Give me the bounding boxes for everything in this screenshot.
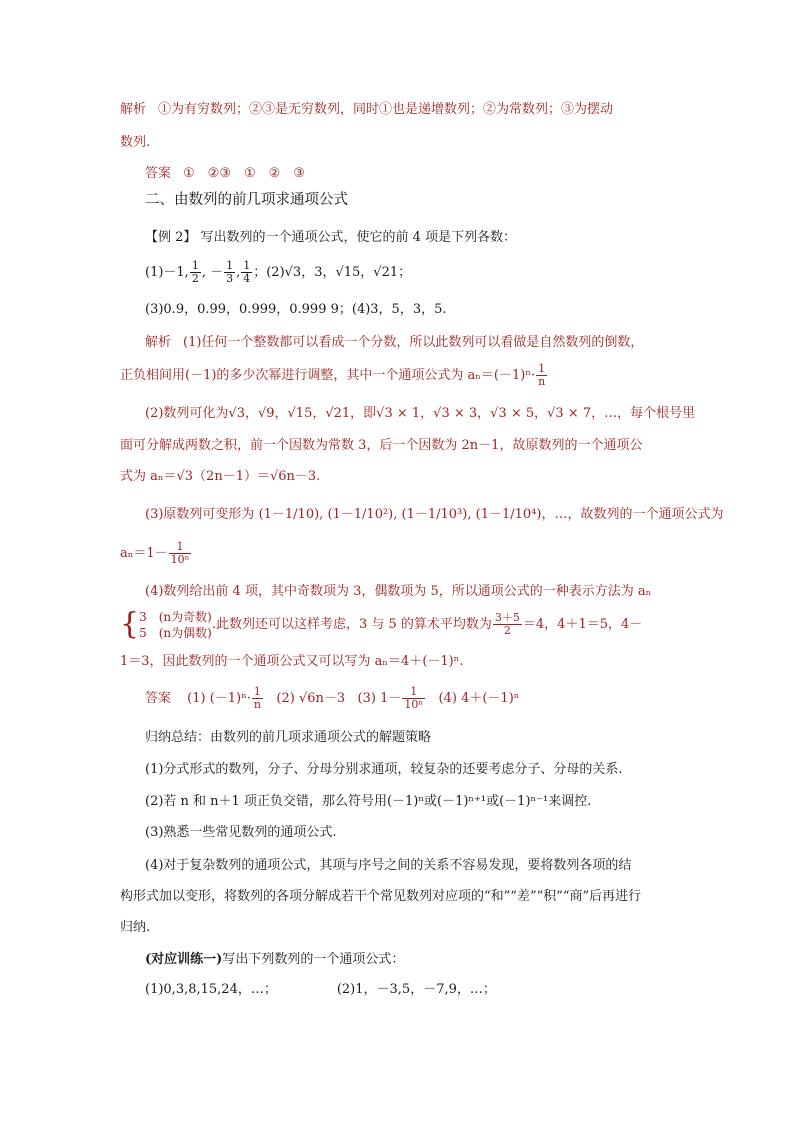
fraction: $\frac{1}{4}$ bbox=[243, 259, 251, 285]
seq1-sep: , － bbox=[201, 265, 224, 280]
answer-item: (1) (－1)ⁿ· bbox=[187, 691, 251, 706]
analysis-1-line1 bbox=[120, 100, 680, 120]
solution-2b: 面可分解成两数之积，前一个因数为常数 3，后一个因数为 2n－1，故原数列的一个通项公 bbox=[120, 438, 643, 453]
answer-label: 答案 bbox=[145, 166, 172, 181]
seq1-start: (1)－1, bbox=[145, 265, 189, 280]
answer-item: (4) 4＋(－1)ⁿ bbox=[438, 691, 520, 706]
solution-text: aₙ＝1－ bbox=[120, 546, 168, 561]
practice-label: (对应训练一) bbox=[145, 952, 223, 967]
solution-text: (3)原数列可变形为 bbox=[145, 507, 255, 522]
practice-questions bbox=[145, 980, 705, 1000]
brace: { bbox=[120, 606, 140, 642]
solution-4c: 1＝3，因此数列的一个通项公式又可以写为 aₙ＝4＋(－1)ⁿ. bbox=[120, 654, 464, 669]
summary-item-1: (1)分式形式的数列，分子、分母分别求通项，较复杂的还要考虑分子、分母的关系. bbox=[145, 762, 623, 777]
solution-2a: (2)数列可化为√3，√9，√15，√21，即√3 × 1，√3 × 3，√3 × 5，√3 × 7，…，每个根号里 bbox=[145, 406, 696, 421]
answer-1 bbox=[145, 164, 705, 184]
summary-item-4c: 归纳. bbox=[120, 920, 151, 935]
fraction: $\frac{1}{n}$ bbox=[538, 362, 546, 388]
example-label: 【例 2】 bbox=[145, 230, 197, 245]
solution-3b bbox=[120, 540, 680, 568]
summary-item-4b: 构形式加以变形，将数列的各项分解成若干个常见数列对应项的“和”“差”“积”“商”后再进行 bbox=[120, 889, 642, 904]
practice-text: 写出下列数列的一个通项公式： bbox=[222, 952, 405, 967]
fraction: $\frac{1}{2}$ bbox=[191, 259, 199, 285]
example-2-line2: (3)0.9，0.99，0.999，0.999 9；(4)3，5，3，5. bbox=[145, 302, 447, 317]
solution-4b bbox=[120, 608, 680, 642]
example-text: 写出数列的一个通项公式，使它的前 4 项是下列各数： bbox=[200, 230, 517, 245]
fraction: $\frac{1}{\text{10ⁿ}}$ bbox=[170, 540, 190, 566]
practice-q2: (2)1，－3,5，－7,9，…； bbox=[336, 982, 496, 997]
sequence-term: (1－1/10) bbox=[258, 507, 320, 522]
analysis-text-cont: 数列. bbox=[120, 135, 151, 150]
solution-2c: 式为 aₙ＝√3（2n－1）＝√6n－3. bbox=[120, 469, 321, 484]
sequence-term: (1－1/10⁴) bbox=[475, 507, 542, 522]
analysis-text: ①为有穷数列；②③是无穷数列，同时①也是递增数列；②为常数列；③为摆动 bbox=[158, 102, 614, 117]
summary-title: 归纳总结：由数列的前几项求通项公式的解题策略 bbox=[145, 730, 432, 745]
solution-1b bbox=[120, 362, 680, 390]
sequence-term: (1－1/10²) bbox=[327, 507, 394, 522]
solution-text: ，…，故数列的一个通项公式为 bbox=[541, 507, 724, 522]
fraction: $\frac{3+5}{2}$ bbox=[494, 611, 520, 637]
section-heading: 二、由数列的前几项求通项公式 bbox=[145, 192, 348, 208]
summary-item-3: (3)熟悉一些常见数列的通项公式. bbox=[145, 825, 337, 840]
solution-text: (1)任何一个整数都可以看成一个分数，所以此数列可以看做是自然数列的倒数， bbox=[183, 335, 644, 350]
example-2-line1 bbox=[145, 260, 705, 286]
solution-label: 解析 bbox=[145, 335, 172, 350]
fraction: $\frac{1}{3}$ bbox=[226, 259, 234, 285]
seq1-sep: , bbox=[236, 265, 241, 280]
answer-2 bbox=[145, 684, 705, 714]
solution-4a: (4)数列给出前 4 项，其中奇数项为 3，偶数项为 5，所以通项公式的一种表示方法为 aₙ bbox=[145, 584, 652, 599]
solution-text: .此数列还可以这样考虑，3 与 5 的算术平均数为 bbox=[211, 617, 492, 632]
answer-text: ① ②③ ① ② ③ bbox=[183, 166, 305, 181]
analysis-label: 解析 bbox=[120, 102, 147, 117]
example-2-prompt bbox=[145, 228, 705, 248]
answer-item: (3) 1－ bbox=[357, 691, 402, 706]
sequence-term: (1－1/10³) bbox=[401, 507, 468, 522]
solution-text: 正负相间用(－1)的多少次幂进行调整，其中一个通项公式为 aₙ＝(－1)ⁿ· bbox=[120, 368, 536, 383]
solution-3a: (3)原数列可变形为 (1－1/10), (1－1/10²), (1－1/10³), (1－1/10⁴)，…，故数列的一个通项公式为 bbox=[145, 507, 724, 522]
solution-1a bbox=[145, 333, 705, 353]
practice-q1: (1)0,3,8,15,24，…； bbox=[145, 982, 277, 997]
fraction: $\frac{1}{\text{10ⁿ}}$ bbox=[404, 685, 424, 711]
solution-text: ＝4，4＋1＝5，4－ bbox=[522, 617, 643, 632]
fraction: $\frac{1}{n}$ bbox=[253, 685, 261, 711]
answer-item: (2) √6n－3 bbox=[276, 691, 346, 706]
seq2: ；(2)√3，3，√15，√21； bbox=[253, 265, 412, 280]
answer-label: 答案 bbox=[145, 691, 172, 706]
analysis-1-line2 bbox=[120, 133, 680, 153]
piecewise: 3 (n为奇数) 5 (n为偶数) bbox=[139, 609, 212, 640]
summary-item-4a: (4)对于复杂数列的通项公式，其项与序号之间的关系不容易发现，要将数列各项的结 bbox=[145, 858, 632, 873]
summary-item-2: (2)若 n 和 n＋1 项正负交错，那么符号用(－1)ⁿ或(－1)ⁿ⁺¹或(－1)ⁿ⁻¹来调控. bbox=[145, 794, 592, 809]
practice-prompt bbox=[145, 950, 705, 970]
